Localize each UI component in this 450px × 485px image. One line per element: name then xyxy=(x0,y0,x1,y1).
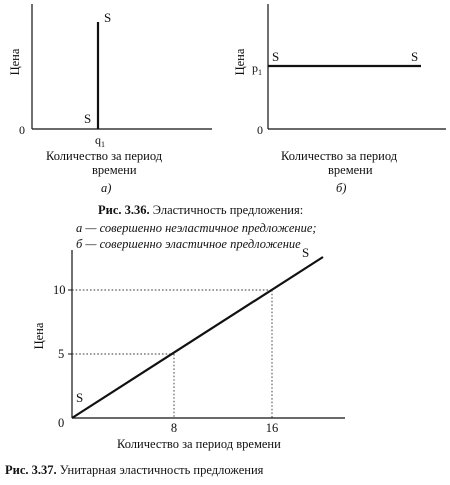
fig37-xlabel: Количество за период времени xyxy=(117,437,281,451)
panel-a-origin: 0 xyxy=(19,123,25,137)
fig36-caption-line-a: а — совершенно неэластичное предложение; xyxy=(76,221,317,235)
fig37-caption xyxy=(5,463,263,478)
panel-b-origin: 0 xyxy=(257,123,263,137)
panel-a-tick-q1: $q_1$ xyxy=(95,133,105,149)
fig37-x-tick-label-16: 16 xyxy=(265,421,279,435)
fig37-chart xyxy=(32,245,345,435)
fig37-s-top: S xyxy=(302,245,310,260)
panel-a-s-top: S xyxy=(104,10,112,25)
fig37-s-bottom: S xyxy=(76,390,84,405)
fig37-ylabel: Цена xyxy=(32,322,46,350)
panel-a-chart xyxy=(8,4,212,149)
panel-b-xlabel-line2: времени xyxy=(328,163,373,177)
panel-a-xlabel-line1: Количество за период xyxy=(46,149,163,163)
fig37-x-tick-label-8: 8 xyxy=(170,421,178,435)
panel-b-xlabel-line1: Количество за период xyxy=(281,149,398,163)
panel-b-s-right: S xyxy=(411,49,419,64)
fig37-title: Унитарная эластичность предложения xyxy=(59,463,264,477)
fig37-supply-line xyxy=(72,257,323,418)
panel-a-ylabel: Цена xyxy=(8,48,22,76)
panel-a-label: а) xyxy=(101,181,112,195)
fig36-caption-line-b: б — совершенно эластичное предложение xyxy=(76,237,301,251)
panel-a-xlabel-line2: времени xyxy=(92,163,137,177)
fig36-caption-title xyxy=(98,203,303,218)
fig37-origin: 0 xyxy=(58,416,65,430)
panel-b-label: б) xyxy=(336,181,347,195)
panel-a-s-bottom: S xyxy=(84,111,92,126)
panel-b-s-left: S xyxy=(272,49,280,64)
fig36-title: Эластичность предложения: xyxy=(152,203,304,217)
fig36-number: Рис. 3.36. xyxy=(98,203,150,217)
panel-b-chart xyxy=(233,4,446,137)
panel-b-ylabel: Цена xyxy=(233,48,247,76)
fig37-y-tick-label-5: 5 xyxy=(58,347,65,361)
fig37-y-tick-label-10: 10 xyxy=(53,283,66,297)
fig37-number: Рис. 3.37. xyxy=(5,463,57,477)
panel-b-tick-p1: $p_1$ xyxy=(252,61,262,77)
